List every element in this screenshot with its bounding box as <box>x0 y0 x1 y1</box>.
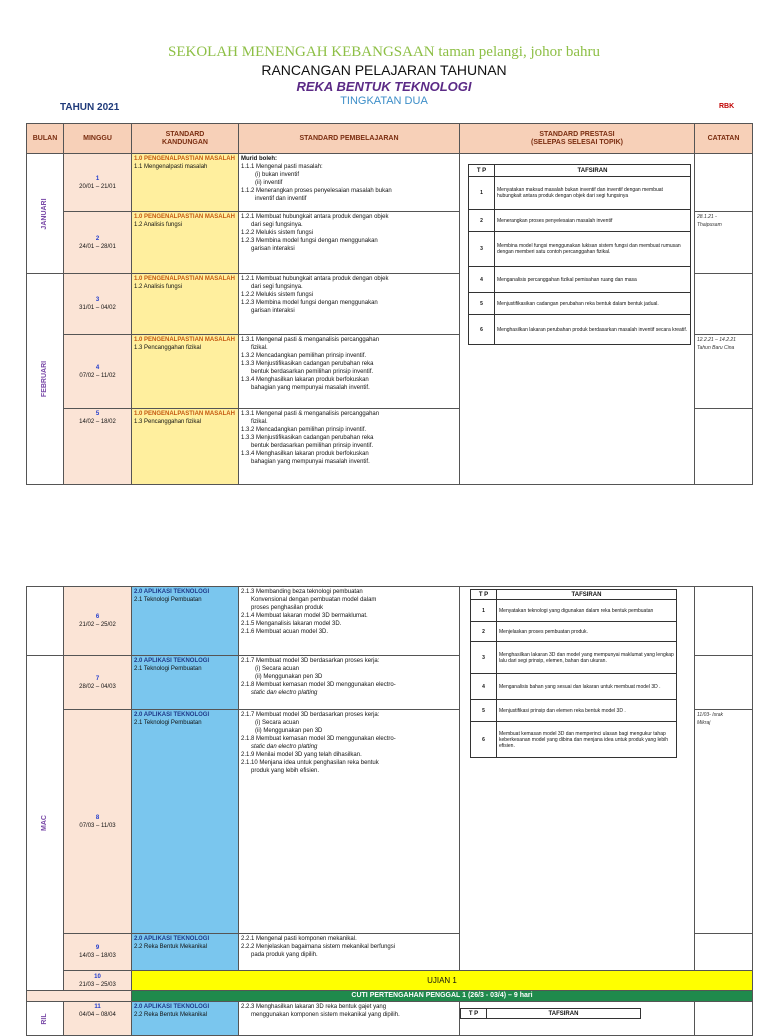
exam-banner: UJIAN 1 <box>132 971 753 991</box>
pembelajaran-line: (i) Secara acuan <box>255 720 300 726</box>
pembelajaran-line: 1.3.1 Mengenal pasti & menganalisis percanggahan <box>241 337 380 343</box>
pembelajaran-line: 1.2.1 Membuat hubungkait antara produk dengan objek <box>241 276 389 282</box>
week-number: 5 <box>95 411 100 417</box>
col-kandungan-line1: STANDARD <box>165 130 205 138</box>
tp-description: Menjelaskan proses pembuatan produk. <box>497 622 677 642</box>
holiday-spacer <box>27 991 132 1002</box>
pembelajaran-line: garisan interaksi <box>251 246 295 252</box>
catatan-cell <box>695 587 753 656</box>
week-cell <box>64 971 132 991</box>
schedule-table-1 <box>26 123 753 485</box>
tp-level: 3 <box>469 232 495 267</box>
week-number: 8 <box>95 814 100 821</box>
week-cell <box>64 335 132 409</box>
pembelajaran-line: 2.2.1 Mengenal pasti komponen mekanikal. <box>241 936 357 942</box>
catatan-cell <box>695 934 753 971</box>
catatan-cell <box>695 154 753 212</box>
pembelajaran-line: bahagian yang mempunyai masalah inventif. <box>251 459 370 465</box>
catatan-note: 11/03- Israk <box>697 712 724 718</box>
week-row-1 <box>27 154 753 212</box>
pembelajaran-line: 2.1.4 Membuat lakaran model 3D bermaklumat. <box>241 613 368 619</box>
week-number: 7 <box>95 675 100 682</box>
tp-description: Menjustifikasi prinsip dan elemen reka bentuk model 3D . <box>497 700 677 722</box>
tp-level: 4 <box>471 674 497 700</box>
tp-description: Menghasilkan lakaran 3D dan model yang mempunyai maklumat yang lengkap lalu dari segi prinsip, elemen, bahan dan ukuran. <box>497 642 677 674</box>
week-cell <box>64 710 132 934</box>
kandungan-cell <box>132 409 239 485</box>
week-date: 14/02 – 18/02 <box>79 419 116 425</box>
pembelajaran-line: 1.2.3 Membina model fungsi dengan menggunakan <box>241 238 378 244</box>
kandungan-cell <box>132 934 239 971</box>
week-cell <box>64 212 132 274</box>
plan-title: RANCANGAN PELAJARAN TAHUNAN <box>261 62 507 78</box>
col-bulan: BULAN <box>27 124 64 154</box>
tp-description: Membuat kemasan model 3D dan memperinci ulasan bagi mengukur tahap keberkesanan model yang dibina dan menjana idea untuk produk yang lebih efisien. <box>497 722 677 758</box>
pembelajaran-cell <box>239 1002 460 1036</box>
col-pembelajaran: STANDARD PEMBELAJARAN <box>239 124 460 154</box>
kandungan-title: 2.0 APLIKASI TEKNOLOGI <box>134 1004 210 1010</box>
catatan-cell <box>695 656 753 710</box>
week-cell <box>64 409 132 485</box>
kandungan-sub: 1.3 Pencanggahan fizikal <box>134 345 202 351</box>
month-februari-cont <box>27 587 64 656</box>
holiday-banner: CUTI PERTENGAHAN PENGGAL 1 (26/3 - 03/4) – 9 hari <box>132 991 753 1002</box>
week-cell <box>64 656 132 710</box>
week-number: 11 <box>94 1004 101 1010</box>
catatan-cell <box>695 1002 753 1036</box>
kandungan-sub: 2.2 Reka Bentuk Mekanikal <box>134 944 208 950</box>
tp-table-1 <box>468 164 691 345</box>
week-cell <box>64 934 132 971</box>
kandungan-cell <box>132 335 239 409</box>
week-row-6 <box>27 587 753 656</box>
pembelajaran-line: 1.1.1 Mengenal pasti masalah: <box>241 164 323 170</box>
form-level: TINGKATAN DUA <box>340 95 428 107</box>
week-date: 07/03 – 11/03 <box>79 822 116 829</box>
month-label: JANUARI <box>41 197 48 230</box>
pembelajaran-line: proses penghasilan produk <box>251 605 324 611</box>
pembelajaran-line: 2.1.8 Membuat kemasan model 3D menggunakan electro- <box>241 736 396 742</box>
month-april <box>27 1002 64 1036</box>
tafsiran-header: TAFSIRAN <box>495 165 691 177</box>
pembelajaran-line: (ii) inventif <box>255 180 283 186</box>
kandungan-sub: 2.1 Teknologi Pembuatan <box>134 666 202 672</box>
kandungan-cell <box>132 154 239 212</box>
pembelajaran-line: bentuk berdasarkan pemilihan prinsip inventif. <box>251 443 374 449</box>
pembelajaran-cell <box>239 154 460 212</box>
pembelajaran-line: 1.3.2 Mencadangkan pemilihan prinsip inventif. <box>241 353 367 359</box>
pembelajaran-line: 2.2.2 Menjelaskan bagaimana sistem mekanikal berfungsi <box>241 944 396 950</box>
col-kandungan <box>132 124 239 154</box>
week-cell <box>64 587 132 656</box>
catatan-note: 12.2.21 – 14.2.21 <box>697 337 736 343</box>
kandungan-cell <box>132 274 239 335</box>
tp-header: T P <box>461 1009 487 1019</box>
kandungan-title: 2.0 APLIKASI TEKNOLOGI <box>134 589 210 595</box>
pembelajaran-line: (ii) Menggunakan pen 3D <box>255 728 323 734</box>
week-number: 2 <box>95 235 100 242</box>
tp-header: T P <box>469 165 495 177</box>
pembelajaran-cell <box>239 587 460 656</box>
week-date: 24/01 – 28/01 <box>79 243 116 250</box>
kandungan-title: 1.0 PENGENALPASTIAN MASALAH <box>134 214 235 220</box>
tafsiran-header: TAFSIRAN <box>497 590 677 600</box>
week-row-10 <box>27 971 753 991</box>
pembelajaran-line: menggunakan komponen sistem mekanikal yang dipilih. <box>251 1012 400 1018</box>
tp-description: Menganalisis bahan yang sesuai dan lakaran untuk membuat model 3D . <box>497 674 677 700</box>
pembelajaran-line: 1.2.2 Melukis sistem fungsi <box>241 230 314 236</box>
week-cell <box>64 274 132 335</box>
month-mac <box>27 656 64 991</box>
prestasi-cell <box>460 154 695 485</box>
kandungan-title: 1.0 PENGENALPASTIAN MASALAH <box>134 411 235 417</box>
pembelajaran-line: dari segi fungsinya. <box>251 222 303 228</box>
week-cell <box>64 1002 132 1036</box>
tp-level: 6 <box>469 315 495 345</box>
catatan-note: Thaipusam <box>697 222 722 228</box>
catatan-cell <box>695 212 753 274</box>
catatan-note: 28.1.21 - <box>697 214 717 220</box>
month-januari <box>27 154 64 274</box>
prestasi-cell <box>460 1002 695 1036</box>
pembelajaran-line: 1.2.2 Melukis sistem fungsi <box>241 292 314 298</box>
tp-level: 6 <box>471 722 497 758</box>
pembelajaran-line: 1.3.4 Menghasilkan lakaran produk berfokuskan <box>241 377 369 383</box>
kandungan-sub: 1.2 Analisis fungsi <box>134 222 183 228</box>
pembelajaran-cell <box>239 274 460 335</box>
pembelajaran-line: 1.3.4 Menghasilkan lakaran produk berfokuskan <box>241 451 369 457</box>
pembelajaran-line: static dan electro platting <box>251 690 318 696</box>
subject-code: RBK <box>719 103 735 110</box>
pembelajaran-line: 1.3.2 Mencadangkan pemilihan prinsip inventif. <box>241 427 367 433</box>
kandungan-sub: 1.1 Mengenalpasti masalah <box>134 164 208 170</box>
kandungan-sub: 2.2 Reka Bentuk Mekanikal <box>134 1012 208 1018</box>
schedule-table-2 <box>26 586 753 1036</box>
catatan-cell <box>695 409 753 485</box>
pembelajaran-line: static dan electro platting <box>251 744 318 750</box>
pembelajaran-line: produk yang lebih efisien. <box>251 768 320 774</box>
tp-header: T P <box>471 590 497 600</box>
pembelajaran-line: 1.2.3 Membina model fungsi dengan menggunakan <box>241 300 378 306</box>
kandungan-title: 1.0 PENGENALPASTIAN MASALAH <box>134 156 235 162</box>
tp-description: Menyatakan maksud masalah bukan inventif dan inventif dengan membuat hubungkait antara produk dengan objek dari segi fungsinya <box>495 177 691 210</box>
catatan-cell <box>695 335 753 409</box>
week-date: 07/02 – 11/02 <box>79 372 116 379</box>
month-label: MAC <box>41 815 48 831</box>
kandungan-title: 2.0 APLIKASI TEKNOLOGI <box>134 712 210 718</box>
pembelajaran-line: 2.1.5 Menganalisis lakaran model 3D. <box>241 621 342 627</box>
tp-level: 1 <box>471 600 497 622</box>
catatan-cell <box>695 274 753 335</box>
col-catatan: CATATAN <box>695 124 753 154</box>
pembelajaran-cell <box>239 409 460 485</box>
kandungan-title: 1.0 PENGENALPASTIAN MASALAH <box>134 276 235 282</box>
week-row-11 <box>27 1002 753 1036</box>
week-number: 6 <box>95 614 100 620</box>
kandungan-cell <box>132 212 239 274</box>
week-number: 9 <box>95 945 100 951</box>
prestasi-cell <box>460 587 695 971</box>
week-date: 21/02 – 25/02 <box>79 622 116 628</box>
tp-description: Menerangkan proses penyelesaian masalah inventif <box>495 210 691 232</box>
pembelajaran-line: inventif dan inventif <box>255 196 307 202</box>
week-date: 14/03 – 18/03 <box>79 953 116 959</box>
col-prestasi-line1: STANDARD PRESTASI <box>539 130 615 138</box>
kandungan-title: 2.0 APLIKASI TEKNOLOGI <box>134 936 210 942</box>
tp-level: 1 <box>469 177 495 210</box>
kandungan-cell <box>132 710 239 934</box>
pembelajaran-line: garisan interaksi <box>251 308 295 314</box>
kandungan-sub: 1.2 Analisis fungsi <box>134 284 183 290</box>
pembelajaran-cell <box>239 212 460 274</box>
month-label: FEBRUARI <box>41 360 48 398</box>
col-prestasi-line2: (SELEPAS SELESAI TOPIK) <box>531 138 623 146</box>
col-prestasi <box>460 124 695 154</box>
pembelajaran-cell <box>239 934 460 971</box>
pembelajaran-line: bahagian yang mempunyai masalah inventif. <box>251 385 370 391</box>
pembelajaran-cell <box>239 335 460 409</box>
pembelajaran-line: 2.1.6 Membuat acuan model 3D. <box>241 629 329 635</box>
tp-description: Menjustifikasikan cadangan perubahan reka bentuk dalam bentuk jadual. <box>495 293 691 315</box>
catatan-note: Mikraj <box>697 720 711 726</box>
month-februari <box>27 274 64 485</box>
kandungan-sub: 2.1 Teknologi Pembuatan <box>134 597 202 603</box>
kandungan-cell <box>132 1002 239 1036</box>
kandungan-sub: 1.3 Pencanggahan fizikal <box>134 419 202 425</box>
pembelajaran-line: 2.1.7 Membuat model 3D berdasarkan proses kerja: <box>241 658 380 664</box>
week-date: 20/01 – 21/01 <box>79 183 116 190</box>
tp-table-3 <box>460 1008 641 1019</box>
tp-description: Menghasilkan lakaran perubahan produk berdasarkan masalah inventif secara kreatif. <box>495 315 691 345</box>
school-name: SEKOLAH MENENGAH KEBANGSAAN taman pelangi, johor bahru <box>167 44 601 60</box>
pembelajaran-line: 1.2.1 Membuat hubungkait antara produk dengan objek <box>241 214 389 220</box>
tp-description: Menyatakan teknologi yang digunakan dalam reka bentuk pembuatan <box>497 600 677 622</box>
tp-description: Menganalisis percanggahan fizikal pemisahan ruang dan masa <box>495 267 691 293</box>
tp-level: 4 <box>469 267 495 293</box>
tp-level: 2 <box>471 622 497 642</box>
pembelajaran-line: (i) Secara acuan <box>255 666 300 672</box>
col-kandungan-line2: KANDUNGAN <box>162 138 208 146</box>
week-date: 31/01 – 04/02 <box>79 305 116 311</box>
catatan-note: Tahun Baru Cina <box>697 345 735 351</box>
year-label: TAHUN 2021 <box>60 102 120 113</box>
col-minggu: MINGGU <box>64 124 132 154</box>
pembelajaran-line: Konvensional dengan pembuatan model dalam <box>251 597 377 603</box>
catatan-cell <box>695 710 753 934</box>
pembelajaran-line: 1.3.1 Mengenal pasti & menganalisis percanggahan <box>241 411 380 417</box>
tp-level: 5 <box>471 700 497 722</box>
pembelajaran-line: 2.1.7 Membuat model 3D berdasarkan proses kerja: <box>241 712 380 718</box>
pembelajaran-line: Murid boleh: <box>241 156 277 162</box>
week-number: 4 <box>95 364 100 371</box>
week-date: 28/02 – 04/03 <box>79 683 116 690</box>
pembelajaran-line: (i) bukan inventif <box>255 172 300 178</box>
week-number: 10 <box>94 973 101 980</box>
tp-description: Membina model fungsi menggunakan lukisan sistem fungsi dan membuat rumusan dengan memberi satu contoh percanggahan fizikal. <box>495 232 691 267</box>
pembelajaran-line: 2.1.3 Membanding beza teknologi pembuatan <box>241 589 363 595</box>
week-date: 21/03 – 25/03 <box>79 981 116 988</box>
pembelajaran-line: bentuk berdasarkan pemilihan prinsip inventif. <box>251 369 374 375</box>
pembelajaran-line: 2.1.8 Membuat kemasan model 3D menggunakan electro- <box>241 682 396 688</box>
holiday-row <box>27 991 753 1002</box>
kandungan-title: 1.0 PENGENALPASTIAN MASALAH <box>134 337 235 343</box>
tp-level: 2 <box>469 210 495 232</box>
pembelajaran-line: fizikal. <box>251 345 268 351</box>
kandungan-cell <box>132 587 239 656</box>
table-header-row <box>27 124 753 154</box>
pembelajaran-line: (ii) Menggunakan pen 3D <box>255 674 323 680</box>
pembelajaran-line: 2.1.10 Menjana idea untuk penghasilan reka bentuk <box>241 760 379 766</box>
week-date: 04/04 – 08/04 <box>79 1012 116 1018</box>
tafsiran-header: TAFSIRAN <box>487 1009 641 1019</box>
week-number: 3 <box>95 297 100 303</box>
pembelajaran-line: 1.1.2 Menerangkan proses penyelesaian masalah bukan <box>241 188 392 194</box>
pembelajaran-line: fizikal. <box>251 419 268 425</box>
pembelajaran-line: 2.2.3 Menghasilkan lakaran 3D reka bentuk gajet yang <box>241 1004 387 1010</box>
pembelajaran-cell <box>239 656 460 710</box>
tp-level: 5 <box>469 293 495 315</box>
pembelajaran-line: 2.1.9 Menilai model 3D yang telah dihasilkan. <box>241 752 362 758</box>
subject-title: REKA BENTUK TEKNOLOGI <box>296 79 472 94</box>
pembelajaran-line: 1.3.3 Menjustifikasikan cadangan perubahan reka <box>241 361 374 367</box>
month-label: RIL <box>41 1012 48 1025</box>
pembelajaran-line: 1.3.3 Menjustifikasikan cadangan perubahan reka <box>241 435 374 441</box>
pembelajaran-line: pada produk yang dipilih. <box>251 952 318 958</box>
week-number: 1 <box>95 175 100 182</box>
kandungan-cell <box>132 656 239 710</box>
tp-table-2 <box>470 589 677 758</box>
kandungan-sub: 2.1 Teknologi Pembuatan <box>134 720 202 726</box>
kandungan-title: 2.0 APLIKASI TEKNOLOGI <box>134 658 210 664</box>
pembelajaran-cell <box>239 710 460 934</box>
week-cell <box>64 154 132 212</box>
tp-level: 3 <box>471 642 497 674</box>
pembelajaran-line: dari segi fungsinya. <box>251 284 303 290</box>
